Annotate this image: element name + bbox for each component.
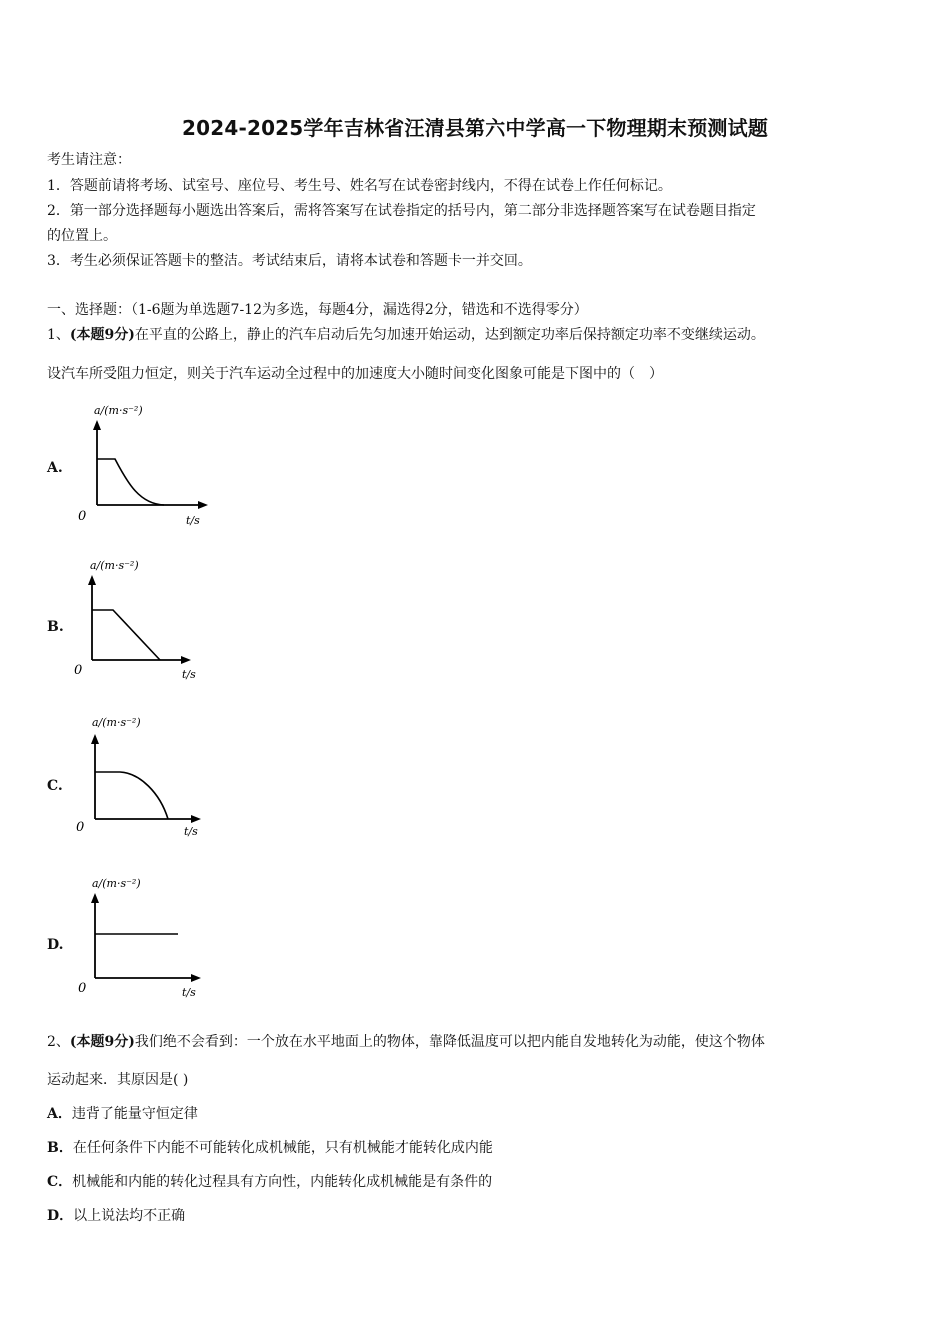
q1-c-y-arrow [91,734,99,744]
question-2-stem-cont: 运动起来．其原因是( ) [47,1072,189,1088]
q1-d-y-arrow [91,893,99,903]
question-1-number: 1、 [47,327,70,343]
notice-item-1: 1．答题前请将考场、试室号、座位号、考生号、姓名写在试卷密封线内，不得在试卷上作任何标记。 [47,178,672,194]
q1-b-origin: 0 [74,663,83,678]
q1-option-a-graph [70,400,220,530]
question-2-score: (本题9分) [69,1034,135,1050]
q2-option-c [47,1172,492,1192]
q1-b-y-arrow [88,575,96,585]
q2-option-a [47,1104,198,1124]
notice-heading: 考生请注意： [47,152,131,168]
q1-c-curve [95,772,168,819]
question-1-score: (本题9分) [69,327,135,343]
q1-a-origin: 0 [78,509,87,524]
q1-option-b-graph [70,556,220,686]
q1-d-xlabel: t/s [182,986,196,999]
q1-b-xlabel: t/s [182,668,196,681]
q2-option-a-letter: A． [47,1106,72,1122]
notice-item-3: 3．考生必须保证答题卡的整洁。考试结束后，请将本试卷和答题卡一并交回。 [47,253,532,269]
q1-c-xlabel: t/s [184,825,198,838]
section-heading: 一、选择题：（1-6题为单选题7-12为多选，每题4分，漏选得2分，错选和不选得零分） [47,302,588,318]
notice-item-2: 2．第一部分选择题每小题选出答案后，需将答案写在试卷指定的括号内，第二部分非选择题答案写在试卷题目指定 [47,203,756,219]
q1-option-d-graph [70,872,220,1002]
q2-option-d-text: 以上说法均不正确 [73,1208,186,1224]
q1-a-ylabel: a/(m·s⁻²) [94,404,143,417]
q1-b-line [92,610,160,660]
q2-option-c-letter: C． [47,1174,73,1190]
q1-a-y-arrow [93,420,101,430]
q2-option-d [47,1206,185,1226]
q1-c-x-arrow [191,815,201,823]
question-1-text: 在平直的公路上，静止的汽车启动后先匀加速开始运动，达到额定功率后保持额定功率不变继续运动。 [134,327,765,343]
exam-title: 2024-2025学年吉林省汪清县第六中学高一下物理期末预测试题 [181,116,769,140]
q1-b-ylabel: a/(m·s⁻²) [90,559,139,572]
q1-option-a-letter: A. [47,460,63,476]
q1-option-c-graph [70,713,220,843]
q1-option-d-letter: D. [47,937,64,953]
q1-c-ylabel: a/(m·s⁻²) [92,716,141,729]
question-2-stem [47,1032,765,1052]
question-2-number: 2、 [47,1034,70,1050]
q1-a-curve [97,459,164,505]
q1-a-x-arrow [198,501,208,509]
q1-option-c-letter: C. [47,778,63,794]
q2-option-d-letter: D． [47,1208,74,1224]
notice-item-2-cont: 的位置上。 [47,228,117,244]
q1-d-origin: 0 [78,981,87,996]
question-1-stem [47,325,765,345]
question-2-text: 我们绝不会看到：一个放在水平地面上的物体，靠降低温度可以把内能自发地转化为动能，使这个物体 [134,1034,765,1050]
q1-option-b-letter: B. [47,619,64,635]
q2-option-b-text: 在任何条件下内能不可能转化成机械能，只有机械能才能转化成内能 [72,1140,493,1156]
q1-d-ylabel: a/(m·s⁻²) [92,877,141,890]
q1-d-x-arrow [191,974,201,982]
q2-option-b [47,1138,493,1158]
q1-c-origin: 0 [76,820,85,835]
q1-b-x-arrow [181,656,191,664]
q2-option-a-text: 违背了能量守恒定律 [71,1106,198,1122]
q2-option-c-text: 机械能和内能的转化过程具有方向性，内能转化成机械能是有条件的 [72,1174,493,1190]
q2-option-b-letter: B． [47,1140,73,1156]
question-1-stem-cont: 设汽车所受阻力恒定，则关于汽车运动全过程中的加速度大小随时间变化图象可能是下图中的（ ） [47,366,663,382]
q1-a-xlabel: t/s [186,514,200,527]
